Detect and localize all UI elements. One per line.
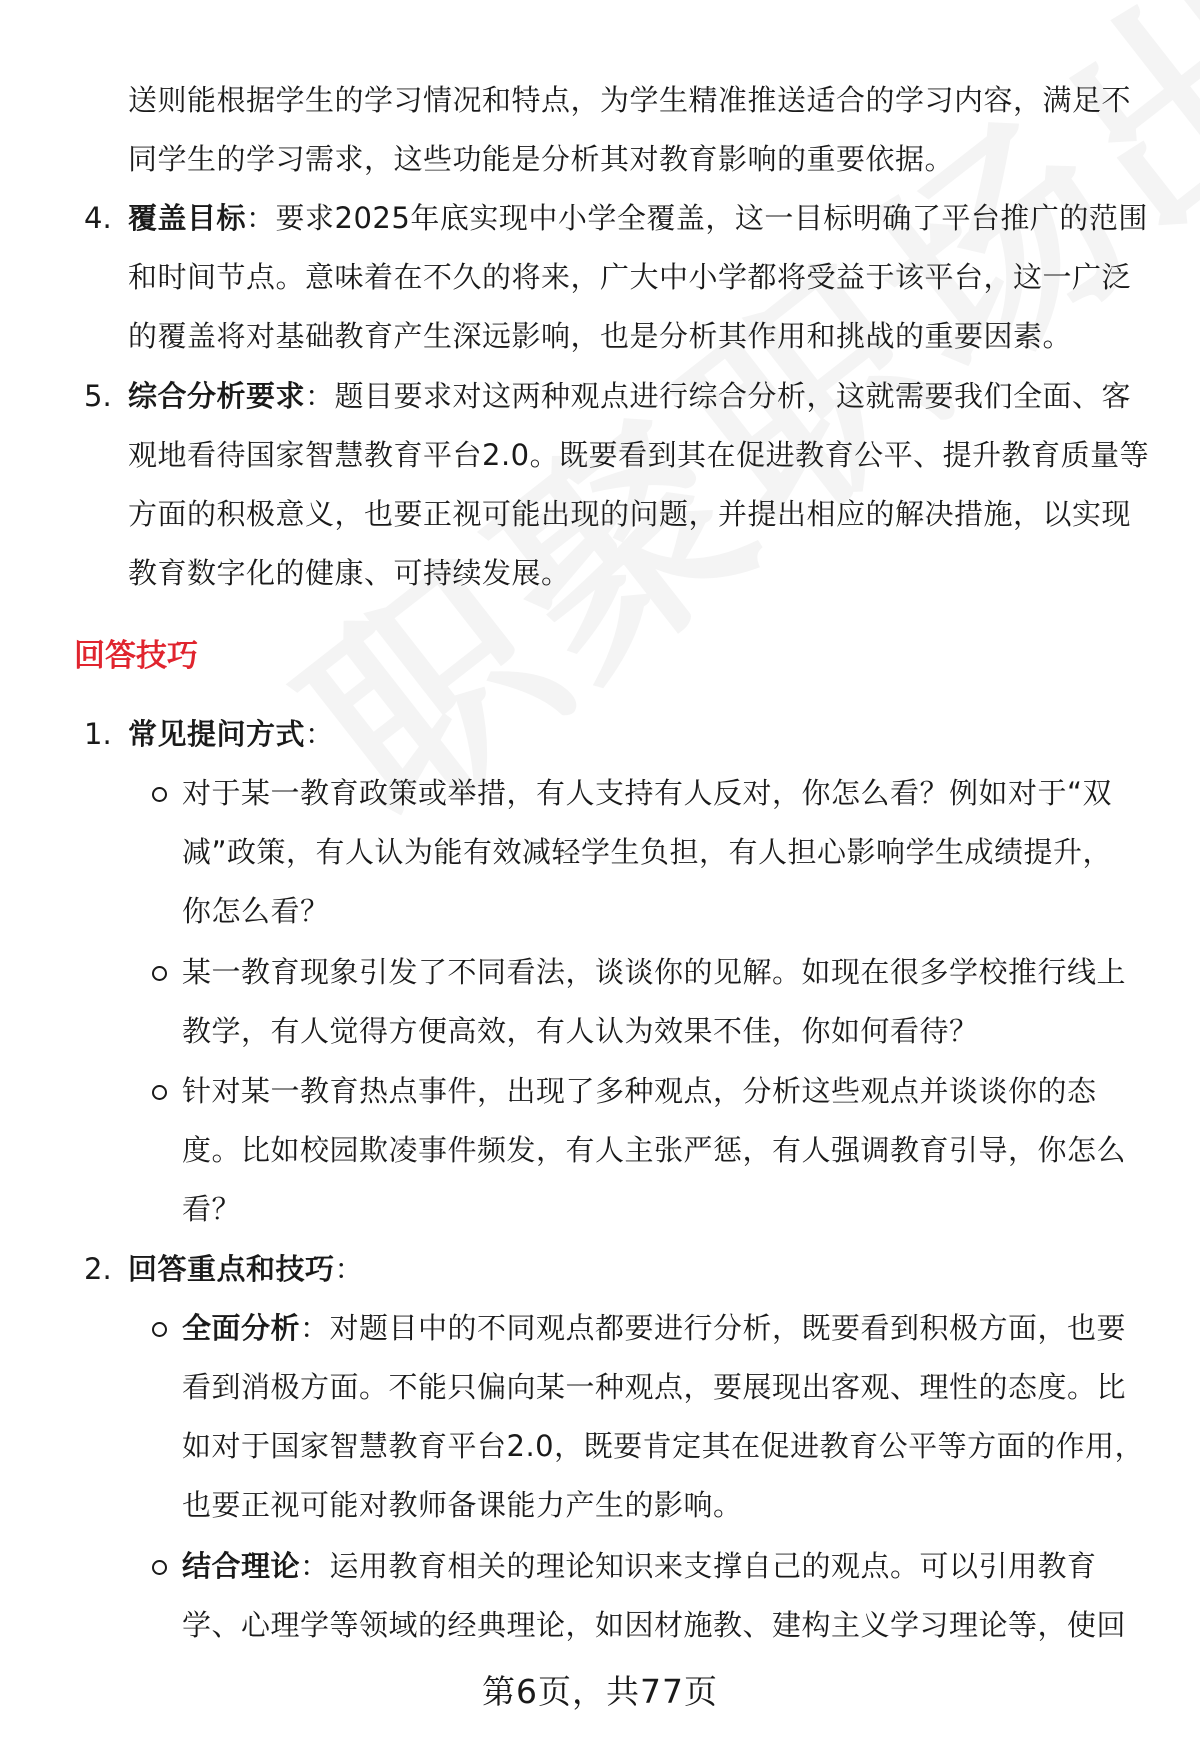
tip2-heading [128, 1249, 364, 1289]
list-number-4: 4. [84, 201, 112, 235]
tip2-title: 回答重点和技巧 [128, 1252, 335, 1286]
item5-title: 综合分析要求 [128, 379, 306, 413]
tip2-b1-line-4: 也要正视可能对教师备课能力产生的影响。 [182, 1488, 743, 1522]
list-number-5: 5. [84, 379, 112, 413]
tip1-heading [128, 714, 335, 754]
item5-line-3: 方面的积极意义，也要正视可能出现的问题，并提出相应的解决措施，以实现 [128, 497, 1132, 531]
list-number-1: 1. [84, 717, 112, 751]
item5-line-2: 观地看待国家智慧教育平台2.0。既要看到其在促进教育公平、提升教育质量等 [128, 438, 1150, 472]
tip2-b1-title: 全面分析 [182, 1311, 301, 1345]
intro-line-2: 同学生的学习需求，这些功能是分析其对教育影响的重要依据。 [128, 142, 955, 176]
bullet-circle-icon [152, 1560, 167, 1575]
tip1-b1-line-1: 对于某一教育政策或举措，有人支持有人反对，你怎么看？例如对于“双 [182, 776, 1113, 810]
tip1-b2-line-2: 教学，有人觉得方便高效，有人认为效果不佳，你如何看待？ [182, 1014, 979, 1048]
item4-line-1 [128, 198, 1148, 238]
tip1-suffix: ： [305, 717, 335, 751]
item5-line-4: 教育数字化的健康、可持续发展。 [128, 556, 571, 590]
tip1-b2-line-1: 某一教育现象引发了不同看法，谈谈你的见解。如现在很多学校推行线上 [182, 955, 1127, 989]
page-footer: 第6页，共77页 [482, 1672, 718, 1711]
tip2-b2-title: 结合理论 [182, 1549, 301, 1583]
tip1-b3-line-2: 度。比如校园欺凌事件频发，有人主张严惩，有人强调教育引导，你怎么 [182, 1133, 1127, 1167]
item5-line-1 [128, 376, 1131, 416]
bullet-circle-icon [152, 966, 167, 981]
item4-title: 覆盖目标 [128, 201, 247, 235]
tip2-b2-line-1 [182, 1546, 1097, 1586]
tip1-title: 常见提问方式 [128, 717, 306, 751]
tip1-b1-line-3: 你怎么看？ [182, 894, 330, 928]
intro-line-1: 送则能根据学生的学习情况和特点，为学生精准推送适合的学习内容，满足不 [128, 83, 1132, 117]
tip1-b3-line-3: 看？ [182, 1192, 242, 1226]
bullet-circle-icon [152, 787, 167, 802]
item5-text-1: ：题目要求对这两种观点进行综合分析，这就需要我们全面、客 [305, 379, 1132, 413]
tip2-b1-text-1: ：对题目中的不同观点都要进行分析，既要看到积极方面，也要 [300, 1311, 1127, 1345]
tip2-b1-line-2: 看到消极方面。不能只偏向某一种观点，要展现出客观、理性的态度。比 [182, 1370, 1127, 1404]
tip2-b2-text-1: ：运用教育相关的理论知识来支撑自己的观点。可以引用教育 [300, 1549, 1097, 1583]
item4-line-3: 的覆盖将对基础教育产生深远影响，也是分析其作用和挑战的重要因素。 [128, 319, 1073, 353]
tip2-b1-line-1 [182, 1308, 1126, 1348]
section-heading: 回答技巧 [74, 638, 198, 674]
bullet-circle-icon [152, 1322, 167, 1337]
item4-text-1: ：要求2025年底实现中小学全覆盖，这一目标明确了平台推广的范围 [246, 201, 1148, 235]
tip2-b2-line-2: 学、心理学等领域的经典理论，如因材施教、建构主义学习理论等，使回 [182, 1608, 1127, 1642]
list-number-2: 2. [84, 1252, 112, 1286]
bullet-circle-icon [152, 1085, 167, 1100]
tip1-b1-line-2: 减”政策，有人认为能有效减轻学生负担，有人担心影响学生成绩提升， [182, 835, 1113, 869]
item4-line-2: 和时间节点。意味着在不久的将来，广大中小学都将受益于该平台，这一广泛 [128, 260, 1132, 294]
tip1-b3-line-1: 针对某一教育热点事件，出现了多种观点，分析这些观点并谈谈你的态 [182, 1074, 1097, 1108]
tip2-b1-line-3: 如对于国家智慧教育平台2.0，既要肯定其在促进教育公平等方面的作用， [182, 1429, 1145, 1463]
tip2-suffix: ： [334, 1252, 365, 1286]
